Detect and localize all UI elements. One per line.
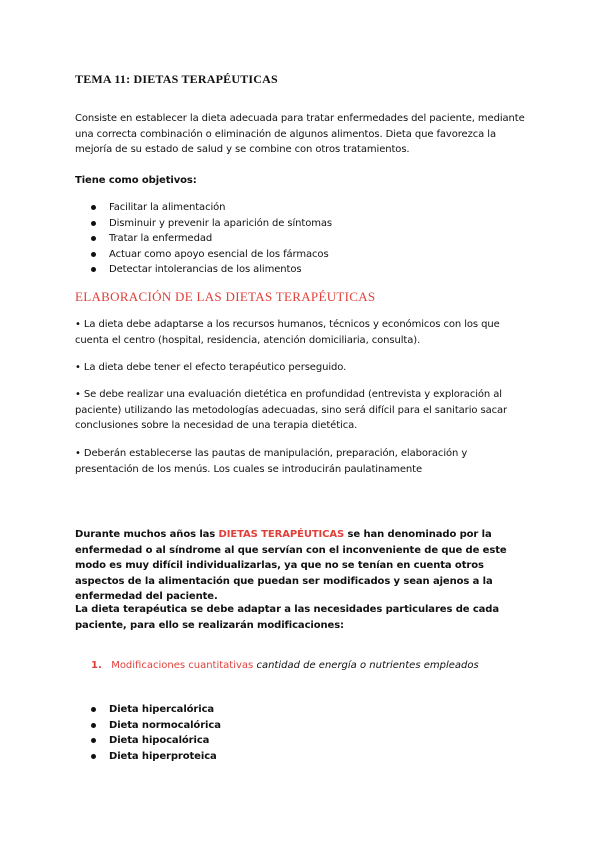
diets-list bbox=[75, 702, 525, 764]
bullet-icon bbox=[91, 723, 96, 728]
history-text-end: se han denominado por la enfermedad o al síndrome al que servían con el inconveniente de que de este modo es muy difícil individualizarlas, ya que no se tenían en cuenta otros aspectos de la alimentación que puedan ser modificados y sean ajenos a la enfermedad del paciente. bbox=[75, 529, 507, 602]
highlight-term: DIETAS TERAPÉUTICAS bbox=[218, 529, 345, 540]
list-item-label: Tratar la enfermedad bbox=[109, 233, 213, 244]
intro-paragraph: Consiste en establecer la dieta adecuada para tratar enfermedades del paciente, mediante una correcta combinación o eliminación de algunos alimentos. Dieta que favorezca la mejoría de su estado de salud y se combine con otros tratamientos. bbox=[75, 113, 525, 155]
list-item-label: Disminuir y prevenir la aparición de síntomas bbox=[109, 217, 333, 229]
history-paragraph bbox=[75, 527, 525, 605]
list-item-label: Detectar intolerancias de los alimentos bbox=[109, 264, 302, 275]
list-item bbox=[75, 231, 525, 247]
objectives-list bbox=[75, 200, 525, 278]
list-item-label: Actuar como apoyo esencial de los fármacos bbox=[109, 248, 329, 260]
point-paragraph: • La dieta debe tener el efecto terapéutico perseguido. bbox=[75, 362, 347, 373]
adapt-paragraph: La dieta terapéutica se debe adaptar a las necesidades particulares de cada paciente, para ello se realizarán modificaciones: bbox=[75, 604, 500, 631]
bullet-icon bbox=[91, 205, 96, 210]
section-heading: ELABORACIÓN DE LAS DIETAS TERAPÉUTICAS bbox=[75, 289, 376, 304]
list-item bbox=[75, 200, 525, 216]
list-item bbox=[75, 749, 525, 765]
point-paragraph: • Deberán establecerse las pautas de manipulación, preparación, elaboración y presentación de los menús. Los cuales se introducirán paulatinamente bbox=[75, 448, 468, 475]
list-item bbox=[75, 216, 525, 232]
list-item bbox=[75, 702, 525, 718]
list-item bbox=[75, 733, 525, 749]
item-number: 1. bbox=[91, 660, 102, 671]
item-description: cantidad de energía o nutrientes empleados bbox=[256, 660, 479, 671]
point-paragraph: • La dieta debe adaptarse a los recursos humanos, técnicos y económicos con los que cuenta el centro (hospital, residencia, atención domiciliaria, consulta). bbox=[75, 319, 500, 346]
bullet-icon bbox=[91, 267, 96, 272]
bullet-icon bbox=[91, 707, 96, 712]
bullet-icon bbox=[91, 754, 96, 759]
numbered-item bbox=[91, 658, 479, 674]
list-item-label: Dieta hiperproteica bbox=[109, 750, 217, 762]
bullet-icon bbox=[91, 252, 96, 257]
list-item bbox=[75, 247, 525, 263]
list-item-label: Dieta hipercalórica bbox=[109, 704, 215, 715]
list-item bbox=[75, 718, 525, 734]
bullet-icon bbox=[91, 236, 96, 241]
list-item-label: Dieta normocalórica bbox=[109, 719, 221, 731]
bullet-icon bbox=[91, 738, 96, 743]
document-title: TEMA 11: DIETAS TERAPÉUTICAS bbox=[75, 72, 278, 86]
list-item-label: Facilitar la alimentación bbox=[109, 202, 226, 213]
item-label: Modificaciones cuantitativas bbox=[111, 660, 254, 671]
point-paragraph: • Se debe realizar una evaluación dietética en profundidad (entrevista y exploración al paciente) utilizando las metodologías adecuadas, sino será difícil para el sanitario sacar conclusiones sobre la necesidad de una terapia dietética. bbox=[75, 389, 508, 431]
history-text-start: Durante muchos años las bbox=[75, 529, 219, 540]
bullet-icon bbox=[91, 221, 96, 226]
objectives-heading: Tiene como objetivos: bbox=[75, 175, 197, 186]
list-item-label: Dieta hipocalórica bbox=[109, 735, 210, 746]
list-item bbox=[75, 262, 525, 278]
